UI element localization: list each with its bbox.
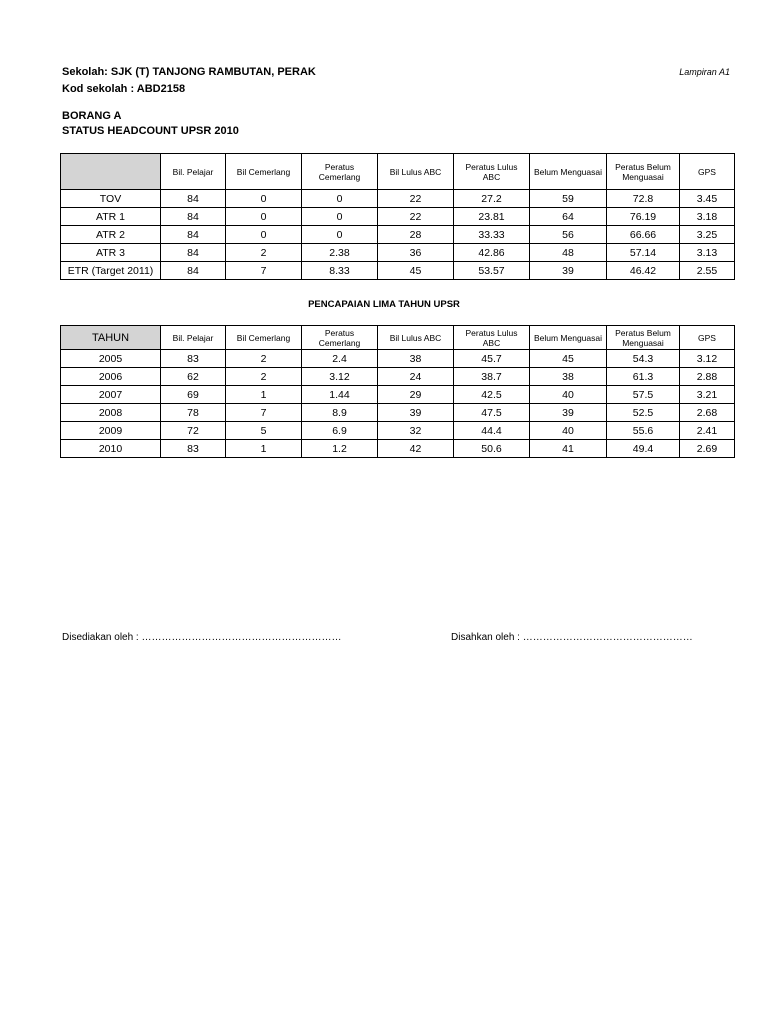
table-cell: 0	[302, 226, 378, 244]
table-cell: 69	[161, 386, 226, 404]
header-cell: GPS	[680, 326, 735, 350]
table-row	[61, 208, 735, 226]
row-label: 2005	[61, 350, 161, 368]
table-cell: 61.3	[607, 368, 680, 386]
table-cell: 7	[226, 262, 302, 280]
header-cell: Bil Lulus ABC	[378, 326, 454, 350]
table-cell: 53.57	[454, 262, 530, 280]
table-cell: 45	[530, 350, 607, 368]
row-label: 2007	[61, 386, 161, 404]
table-cell: 38.7	[454, 368, 530, 386]
table-row	[61, 368, 735, 386]
table-cell: 22	[378, 208, 454, 226]
table-cell: 39	[378, 404, 454, 422]
table-row	[61, 262, 735, 280]
row-label: 2006	[61, 368, 161, 386]
table-cell: 38	[378, 350, 454, 368]
status-title: STATUS HEADCOUNT UPSR 2010	[62, 125, 239, 137]
table-cell: 7	[226, 404, 302, 422]
table-cell: 83	[161, 440, 226, 458]
header-cell: Peratus Lulus ABC	[454, 154, 530, 190]
table-cell: 72.8	[607, 190, 680, 208]
table-cell: 6.9	[302, 422, 378, 440]
table-cell: 56	[530, 226, 607, 244]
prepared-by-line: Disediakan oleh : ……………………………………………………	[62, 632, 342, 643]
table-cell: 3.12	[302, 368, 378, 386]
table-cell: 42	[378, 440, 454, 458]
row-label: TOV	[61, 190, 161, 208]
table-cell: 33.33	[454, 226, 530, 244]
table-cell: 59	[530, 190, 607, 208]
table-cell: 2.88	[680, 368, 735, 386]
table-cell: 45	[378, 262, 454, 280]
table-row	[61, 440, 735, 458]
table-cell: 3.25	[680, 226, 735, 244]
table-cell: 84	[161, 190, 226, 208]
table-cell: 45.7	[454, 350, 530, 368]
table-cell: 66.66	[607, 226, 680, 244]
table-cell: 3.21	[680, 386, 735, 404]
table-cell: 57.5	[607, 386, 680, 404]
table-cell: 2	[226, 350, 302, 368]
table-cell: 2.41	[680, 422, 735, 440]
table-cell: 1	[226, 440, 302, 458]
header-cell: Bil Lulus ABC	[378, 154, 454, 190]
table-cell: 2	[226, 368, 302, 386]
table-row	[61, 226, 735, 244]
table-cell: 3.13	[680, 244, 735, 262]
header-cell: Belum Menguasai	[530, 154, 607, 190]
table-cell: 1	[226, 386, 302, 404]
table-cell: 42.86	[454, 244, 530, 262]
headcount-table	[60, 153, 735, 280]
table-header-row	[61, 154, 735, 190]
table-cell: 40	[530, 422, 607, 440]
table-cell: 27.2	[454, 190, 530, 208]
table-cell: 62	[161, 368, 226, 386]
header-cell: Peratus Lulus ABC	[454, 326, 530, 350]
table-cell: 40	[530, 386, 607, 404]
school-code: Kod sekolah : ABD2158	[62, 83, 186, 95]
table-cell: 22	[378, 190, 454, 208]
table-cell: 64	[530, 208, 607, 226]
table-cell: 5	[226, 422, 302, 440]
table-cell: 57.14	[607, 244, 680, 262]
table-row	[61, 190, 735, 208]
table-cell: 0	[302, 208, 378, 226]
table-cell: 83	[161, 350, 226, 368]
table-cell: 50.6	[454, 440, 530, 458]
five-year-table	[60, 325, 735, 458]
table-cell: 29	[378, 386, 454, 404]
header-cell: Peratus Belum Menguasai	[607, 326, 680, 350]
table-cell: 55.6	[607, 422, 680, 440]
table-cell: 41	[530, 440, 607, 458]
table-cell: 84	[161, 244, 226, 262]
table-cell: 1.2	[302, 440, 378, 458]
header-cell: TAHUN	[61, 326, 161, 350]
header-cell: Bil. Pelajar	[161, 154, 226, 190]
table-cell: 2.55	[680, 262, 735, 280]
table-cell: 0	[226, 190, 302, 208]
lampiran-label: Lampiran A1	[679, 67, 730, 77]
table-cell: 32	[378, 422, 454, 440]
table-cell: 2.38	[302, 244, 378, 262]
table-cell: 44.4	[454, 422, 530, 440]
table-cell: 1.44	[302, 386, 378, 404]
table-cell: 2.68	[680, 404, 735, 422]
table-cell: 36	[378, 244, 454, 262]
row-label: 2010	[61, 440, 161, 458]
row-label: ATR 2	[61, 226, 161, 244]
header-cell: GPS	[680, 154, 735, 190]
form-title: BORANG A	[62, 110, 122, 122]
table-cell: 2.4	[302, 350, 378, 368]
table-cell: 8.33	[302, 262, 378, 280]
table-row	[61, 422, 735, 440]
header-cell: Bil Cemerlang	[226, 154, 302, 190]
table-cell: 0	[226, 208, 302, 226]
table-cell: 24	[378, 368, 454, 386]
table-cell: 52.5	[607, 404, 680, 422]
table-row	[61, 244, 735, 262]
table-cell: 28	[378, 226, 454, 244]
table-cell: 3.45	[680, 190, 735, 208]
table-cell: 84	[161, 226, 226, 244]
table-cell: 54.3	[607, 350, 680, 368]
header-cell	[61, 154, 161, 190]
table-cell: 48	[530, 244, 607, 262]
table-cell: 2	[226, 244, 302, 262]
table-row	[61, 386, 735, 404]
table-cell: 0	[302, 190, 378, 208]
table-cell: 49.4	[607, 440, 680, 458]
table-row	[61, 404, 735, 422]
table-cell: 84	[161, 208, 226, 226]
school-name: Sekolah: SJK (T) TANJONG RAMBUTAN, PERAK	[62, 66, 316, 78]
header-cell: Belum Menguasai	[530, 326, 607, 350]
header-cell: Peratus Cemerlang	[302, 154, 378, 190]
table-cell: 39	[530, 262, 607, 280]
row-label: ETR (Target 2011)	[61, 262, 161, 280]
table-cell: 84	[161, 262, 226, 280]
table-cell: 39	[530, 404, 607, 422]
header-cell: Peratus Belum Menguasai	[607, 154, 680, 190]
table-cell: 8.9	[302, 404, 378, 422]
header-cell: Bil Cemerlang	[226, 326, 302, 350]
table-cell: 46.42	[607, 262, 680, 280]
table-cell: 2.69	[680, 440, 735, 458]
header-cell: Bil. Pelajar	[161, 326, 226, 350]
table-cell: 76.19	[607, 208, 680, 226]
header-cell: Peratus Cemerlang	[302, 326, 378, 350]
table-cell: 38	[530, 368, 607, 386]
table-cell: 0	[226, 226, 302, 244]
table-cell: 42.5	[454, 386, 530, 404]
row-label: 2008	[61, 404, 161, 422]
table-cell: 3.18	[680, 208, 735, 226]
table-header-row	[61, 326, 735, 350]
table-row	[61, 350, 735, 368]
table-cell: 72	[161, 422, 226, 440]
row-label: ATR 1	[61, 208, 161, 226]
approved-by-line: Disahkan oleh : ……………………………………………	[451, 632, 693, 643]
row-label: 2009	[61, 422, 161, 440]
row-label: ATR 3	[61, 244, 161, 262]
table-cell: 23.81	[454, 208, 530, 226]
table-cell: 78	[161, 404, 226, 422]
table-cell: 3.12	[680, 350, 735, 368]
section-title: PENCAPAIAN LIMA TAHUN UPSR	[308, 299, 460, 310]
table-cell: 47.5	[454, 404, 530, 422]
